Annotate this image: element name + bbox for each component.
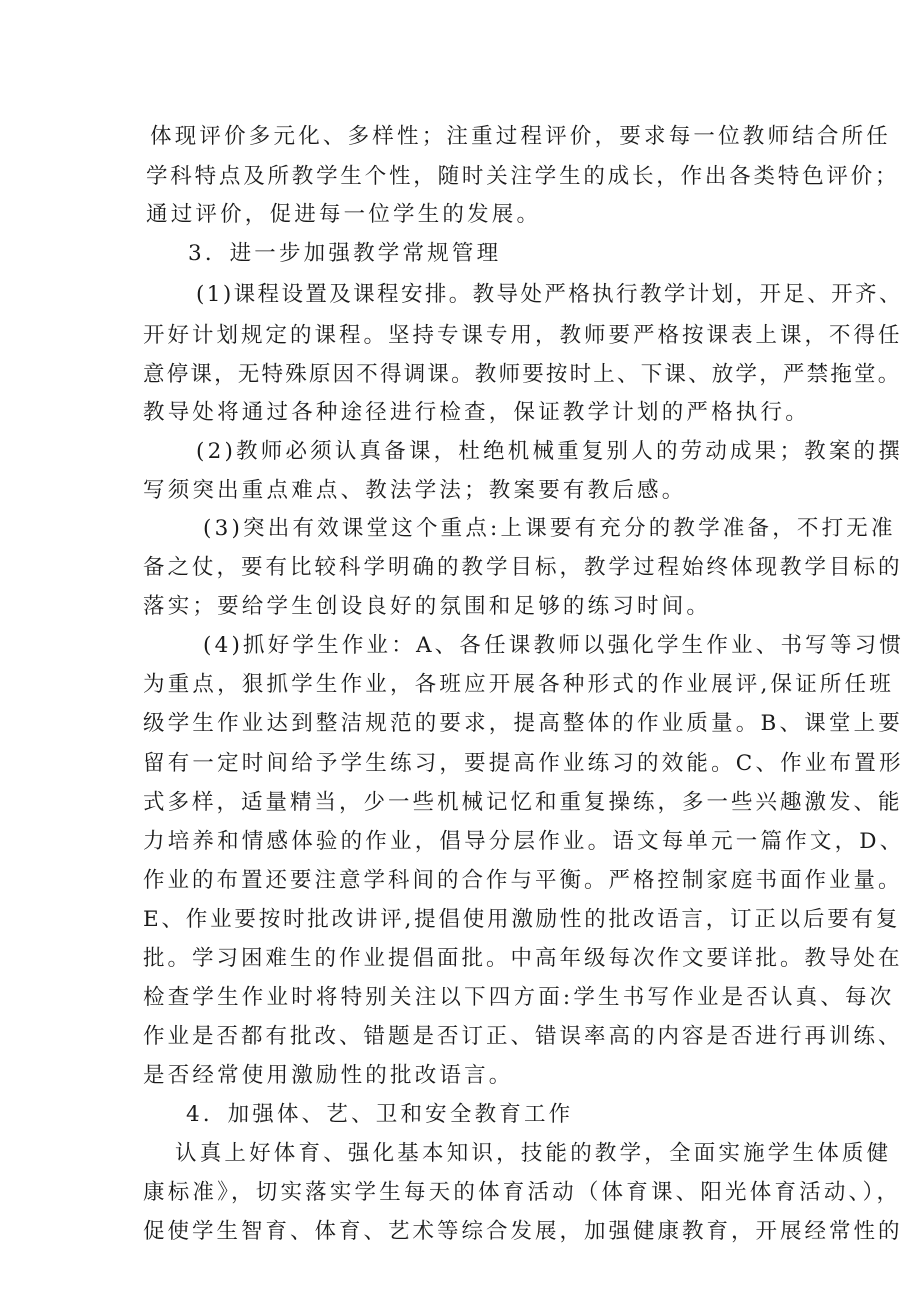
body-line: 批。学习困难生的作业提倡面批。中高年级每次作文要详批。教导处在: [143, 946, 903, 971]
body-line: 教导处将通过各种途径进行检查，保证教学计划的严格执行。: [143, 400, 810, 425]
body-line: 体现评价多元化、多样性；注重过程评价，要求每一位教师结合所任: [150, 124, 892, 149]
body-line: 通过评价，促进每一位学生的发展。: [146, 202, 542, 227]
body-line: 意停课，无特殊原因不得调课。教师要按时上、下课、放学，严禁拖堂。: [143, 362, 902, 387]
body-line: 作业的布置还要注意学科间的合作与平衡。严格控制家庭书面作业量。: [143, 868, 903, 893]
body-line: 认真上好体育、强化基本知识，技能的教学，全面实施学生体质健: [175, 1141, 892, 1166]
body-line: (1)课程设置及课程安排。教导处严格执行教学计划，开足、开齐、: [196, 282, 903, 307]
body-line: 为重点，狠抓学生作业，各班应开展各种形式的作业展评,保证所任班: [143, 672, 895, 697]
body-line: 式多样，适量精当，少一些机械记忆和重复操练，多一些兴趣激发、能: [143, 790, 903, 815]
body-line: 作业是否都有批改、错题是否订正、错误率高的内容是否进行再训练、: [143, 1024, 903, 1049]
body-line: 促使学生智育、体育、艺术等综合发展，加强健康教育，开展经常性的: [143, 1219, 903, 1244]
body-line: (3)突出有效课堂这个重点:上课要有充分的教学准备，不打无准: [203, 516, 896, 541]
body-line: 备之仗，要有比较科学明确的教学目标，教学过程始终体现教学目标的: [143, 555, 903, 580]
body-line: 留有一定时间给予学生练习，要提高作业练习的效能。C、作业布置形: [143, 751, 904, 776]
section-heading-3: 3．进一步加强教学常规管理: [188, 241, 502, 266]
body-line: 开好计划规定的课程。坚持专课专用，教师要严格按课表上课，不得任: [143, 323, 903, 348]
body-line: E、作业要按时批改讲评,提倡使用激励性的批改语言，订正以后要有复: [143, 907, 901, 932]
body-line: 学科特点及所教学生个性，随时关注学生的成长，作出各类特色评价；: [146, 164, 900, 189]
body-line: (2)教师必须认真备课，杜绝机械重复别人的劳动成果；教案的撰: [196, 439, 903, 464]
section-heading-4: 4．加强体、艺、卫和安全教育工作: [186, 1102, 574, 1127]
body-line: 力培养和情感体验的作业，倡导分层作业。语文每单元一篇作文，D、: [143, 829, 905, 854]
body-line: 落实；要给学生创设良好的氛围和足够的练习时间。: [143, 594, 712, 619]
body-line: (4)抓好学生作业：A、各任课教师以强化学生作业、书写等习惯: [203, 633, 904, 658]
body-line: 写须突出重点难点、教法学法；教案要有教后感。: [143, 478, 687, 503]
body-line: 康标准》，切实落实学生每天的体育活动（体育课、阳光体育活动、），: [143, 1180, 902, 1205]
body-line: 检查学生作业时将特别关注以下四方面:学生书写作业是否认真、每次: [143, 985, 895, 1010]
body-line: 是否经常使用激励性的批改语言。: [143, 1063, 514, 1088]
body-line: 级学生作业达到整洁规范的要求，提高整体的作业质量。B、课堂上要: [143, 711, 904, 736]
